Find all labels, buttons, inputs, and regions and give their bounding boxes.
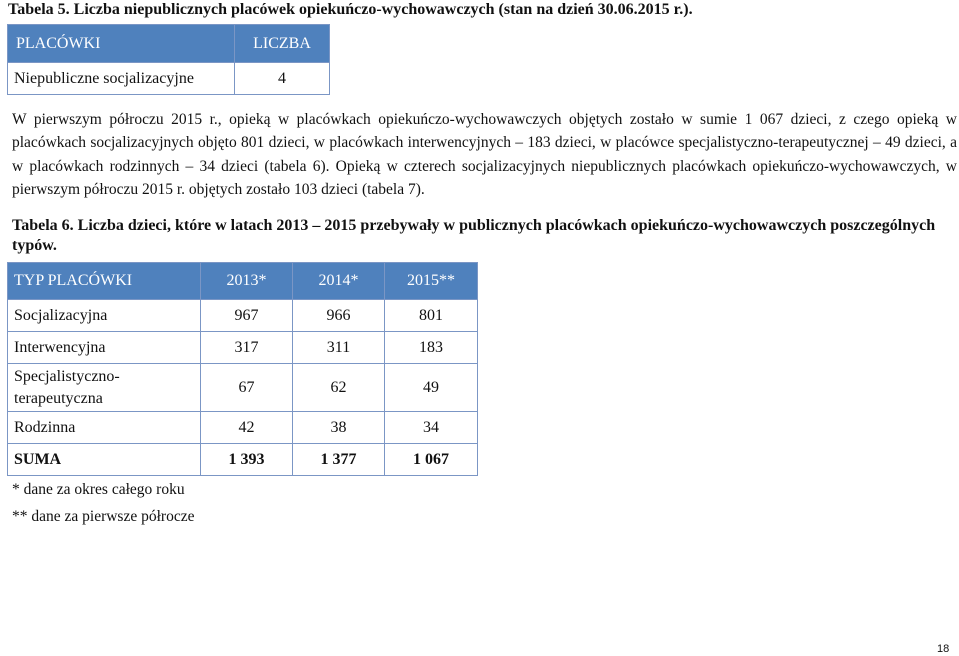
table5 (7, 24, 330, 95)
table5-header-liczba: LICZBA (235, 25, 330, 63)
table5-cell-type: Niepubliczne socjalizacyjne (8, 63, 235, 95)
table-row (8, 332, 478, 364)
table5-header-row (8, 25, 330, 63)
cell-2015: 183 (385, 332, 478, 364)
cell-2015: 801 (385, 300, 478, 332)
table-row (8, 412, 478, 444)
table-row (8, 364, 478, 412)
cell-2014: 966 (293, 300, 385, 332)
table6 (7, 262, 478, 476)
cell-2014: 62 (293, 364, 385, 412)
table6-header-2014: 2014* (293, 263, 385, 300)
table-row-sum (8, 444, 478, 476)
cell-2015: 1 067 (385, 444, 478, 476)
cell-2014: 311 (293, 332, 385, 364)
cell-2013: 967 (201, 300, 293, 332)
row-label: Interwencyjna (8, 332, 201, 364)
row-label: Socjalizacyjna (8, 300, 201, 332)
table-row (8, 63, 330, 95)
row-label: Specjalistyczno-terapeutyczna (8, 364, 201, 412)
cell-2013: 1 393 (201, 444, 293, 476)
table6-header-2013: 2013* (201, 263, 293, 300)
table6-header-type: TYP PLACÓWKI (8, 263, 201, 300)
footnote-halfyear: ** dane za pierwsze półrocze (12, 508, 195, 525)
body-paragraph: W pierwszym półroczu 2015 r., opieką w placówkach opiekuńczo-wychowawczych objętych zostało w sumie 1 067 dzieci, z czego opieką w placówkach socjalizacyjnych objęto 801 dzieci, w placówkach interwencyjnych – 183 dzieci, w placówce specjalistyczno-terapeutycznej – 49 dzieci, a w placówkach rodzinnych – 34 dzieci (tabela 6). Opieką w czterech socjalizacyjnych niepublicznych placówkach opiekuńczo-wychowawczych, w pierwszym półroczu 2015 r. objętych zostało 103 dzieci (tabela 7). (12, 111, 957, 198)
table-row (8, 300, 478, 332)
table5-header-placowki: PLACÓWKI (8, 25, 235, 63)
row-label: SUMA (8, 444, 201, 476)
table5-cell-count: 4 (235, 63, 330, 95)
page-number: 18 (937, 643, 950, 655)
table6-header-2015: 2015** (385, 263, 478, 300)
table5-caption: Tabela 5. Liczba niepublicznych placówek opiekuńczo-wychowawczych (stan na dzień 30.06.2015 r.). (8, 1, 693, 18)
table6-header-row (8, 263, 478, 300)
cell-2015: 34 (385, 412, 478, 444)
table6-caption: Tabela 6. Liczba dzieci, które w latach 2013 – 2015 przebywały w publicznych placówkach opiekuńczo-wychowawczych poszczególnych typów. (12, 217, 936, 254)
cell-2013: 67 (201, 364, 293, 412)
row-label: Rodzinna (8, 412, 201, 444)
cell-2014: 1 377 (293, 444, 385, 476)
cell-2015: 49 (385, 364, 478, 412)
cell-2013: 42 (201, 412, 293, 444)
cell-2014: 38 (293, 412, 385, 444)
cell-2013: 317 (201, 332, 293, 364)
footnote-annual: * dane za okres całego roku (12, 481, 185, 498)
